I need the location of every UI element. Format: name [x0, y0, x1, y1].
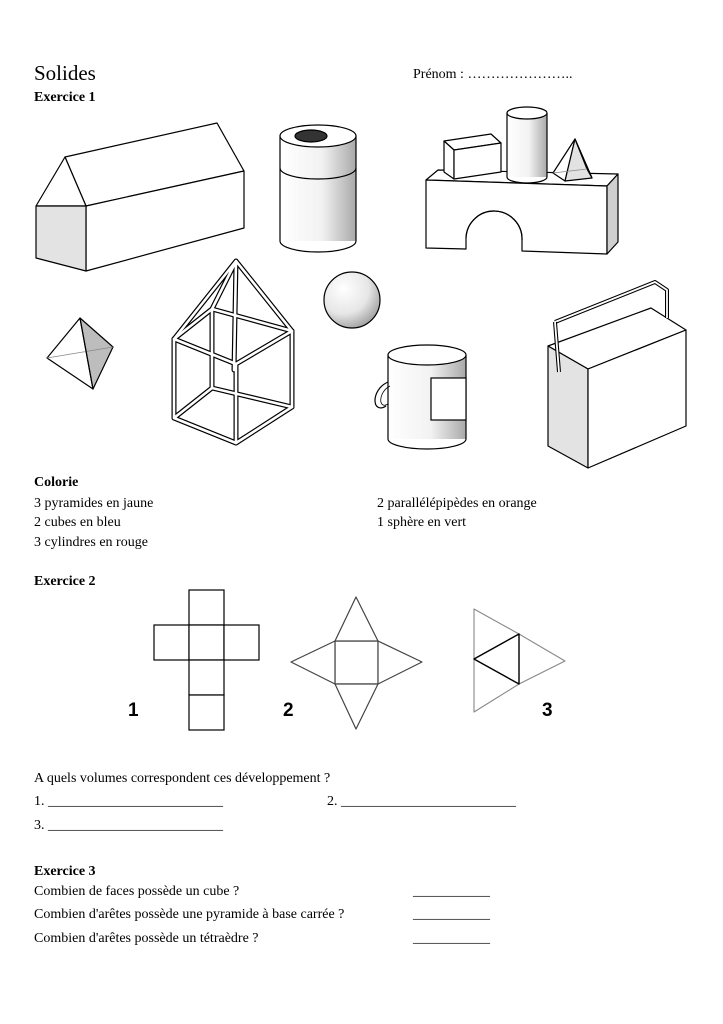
colorie-line: 2 parallélépipèdes en orange: [377, 496, 537, 511]
colorie-heading: Colorie: [34, 475, 79, 490]
octahedron: [47, 318, 113, 389]
page-title: Solides: [34, 61, 96, 85]
colorie-line: 2 cubes en bleu: [34, 515, 121, 530]
cube-net: [154, 590, 259, 730]
question-1: Combien de faces possède un cube ?: [34, 884, 240, 899]
tetrahedron-net: [474, 609, 565, 712]
block-structure: [426, 107, 618, 254]
exercice1-heading: Exercice 1: [34, 90, 96, 105]
wireframe-cube-pyramid: [174, 261, 292, 443]
prenom-label: Prénom :: [413, 67, 464, 82]
square-pyramid-net: [291, 597, 422, 729]
colorie-line: 1 sphère en vert: [377, 515, 467, 530]
exercice3-heading: Exercice 3: [34, 864, 96, 879]
answer-line-1[interactable]: 1. _________________________: [34, 794, 223, 809]
question-3: Combien d'arêtes possède un tétraèdre ?: [34, 931, 259, 946]
answer-blank-1[interactable]: ___________: [413, 884, 490, 899]
net-label-1: 1: [128, 700, 139, 721]
question-2: Combien d'arêtes possède une pyramide à base carrée ?: [34, 907, 345, 922]
exercice2-question: A quels volumes correspondent ces développement ?: [34, 771, 331, 786]
paint-can: [375, 345, 466, 449]
cylinder-tall: [280, 125, 356, 252]
sphere: [324, 272, 380, 328]
colorie-line: 3 pyramides en jaune: [34, 496, 154, 511]
prenom-dots: …………………..: [467, 67, 573, 82]
exercice2-heading: Exercice 2: [34, 574, 96, 589]
answer-line-2[interactable]: 2. _________________________: [327, 794, 516, 809]
house-prism: [36, 123, 244, 271]
net-label-3: 3: [542, 700, 553, 721]
answer-line-3[interactable]: 3. _________________________: [34, 818, 223, 833]
box-with-handle: [548, 282, 686, 468]
colorie-line: 3 cylindres en rouge: [34, 535, 148, 550]
answer-blank-2[interactable]: ___________: [413, 907, 490, 922]
net-label-2: 2: [283, 700, 294, 721]
answer-blank-3[interactable]: ___________: [413, 931, 490, 946]
